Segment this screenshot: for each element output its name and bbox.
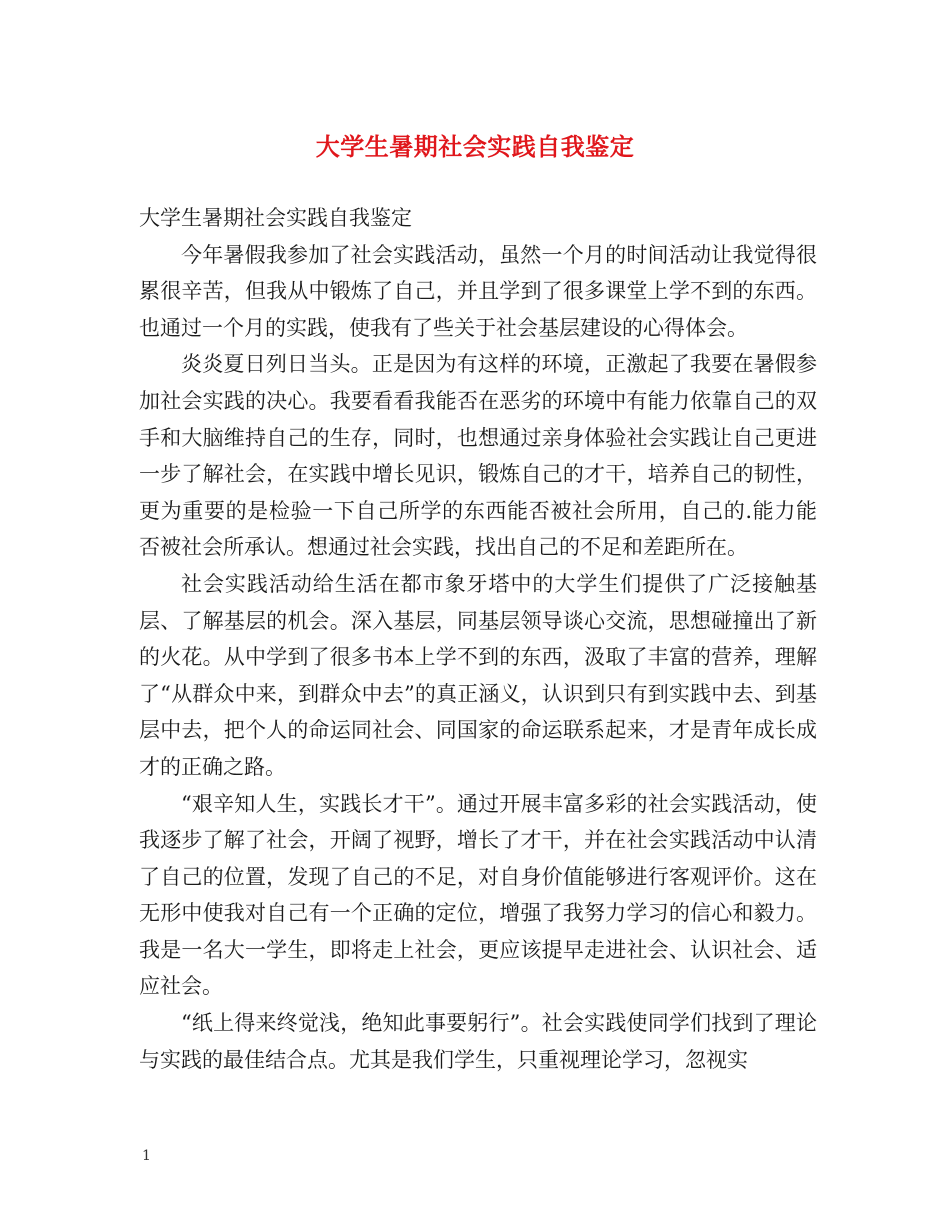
paragraph: “纸上得来终觉浅，绝知此事要躬行”。社会实践使同学们找到了理论与实践的最佳结合点。尤其是我们学生，只重视理论学习，忽视实 [139,1011,817,1072]
document-body [139,200,817,1078]
paragraph: 炎炎夏日列日当头。正是因为有这样的环境，正激起了我要在暑假参加社会实践的决心。我要看看我能否在恶劣的环境中有能力依靠自己的双手和大脑维持自己的生存，同时，也想通过亲身体验社会实践让自己更进一步了解社会，在实践中增长见识，锻炼自己的才干，培养自己的韧性，更为重要的是检验一下自己所学的东西能否被社会所用，自己的.能力能否被社会所承认。想通过社会实践，找出自己的不足和差距所在。 [139,352,817,560]
paragraph: 社会实践活动给生活在都市象牙塔中的大学生们提供了广泛接触基层、了解基层的机会。深入基层，同基层领导谈心交流，思想碰撞出了新的火花。从中学到了很多书本上学不到的东西，汲取了丰富的营养，理解了“从群众中来，到群众中去”的真正涵义，认识到只有到实践中去、到基层中去，把个人的命运同社会、同国家的命运联系起来，才是青年成长成才的正确之路。 [139,571,817,779]
paragraph: 今年暑假我参加了社会实践活动，虽然一个月的时间活动让我觉得很累很辛苦，但我从中锻炼了自己，并且学到了很多课堂上学不到的东西。也通过一个月的实践，使我有了些关于社会基层建设的心得体会。 [139,242,817,340]
document-title: 大学生暑期社会实践自我鉴定 [315,132,635,161]
paragraph-subtitle: 大学生暑期社会实践自我鉴定 [139,206,412,230]
page-number: 1 [142,1148,151,1164]
paragraph: “艰辛知人生，实践长才干”。通过开展丰富多彩的社会实践活动，使我逐步了解了社会，开阔了视野，增长了才干，并在社会实践活动中认清了自己的位置，发现了自己的不足，对自身价值能够进行客观评价。这在无形中使我对自己有一个正确的定位，增强了我努力学习的信心和毅力。我是一名大一学生，即将走上社会，更应该提早走进社会、认识社会、适应社会。 [139,791,817,999]
